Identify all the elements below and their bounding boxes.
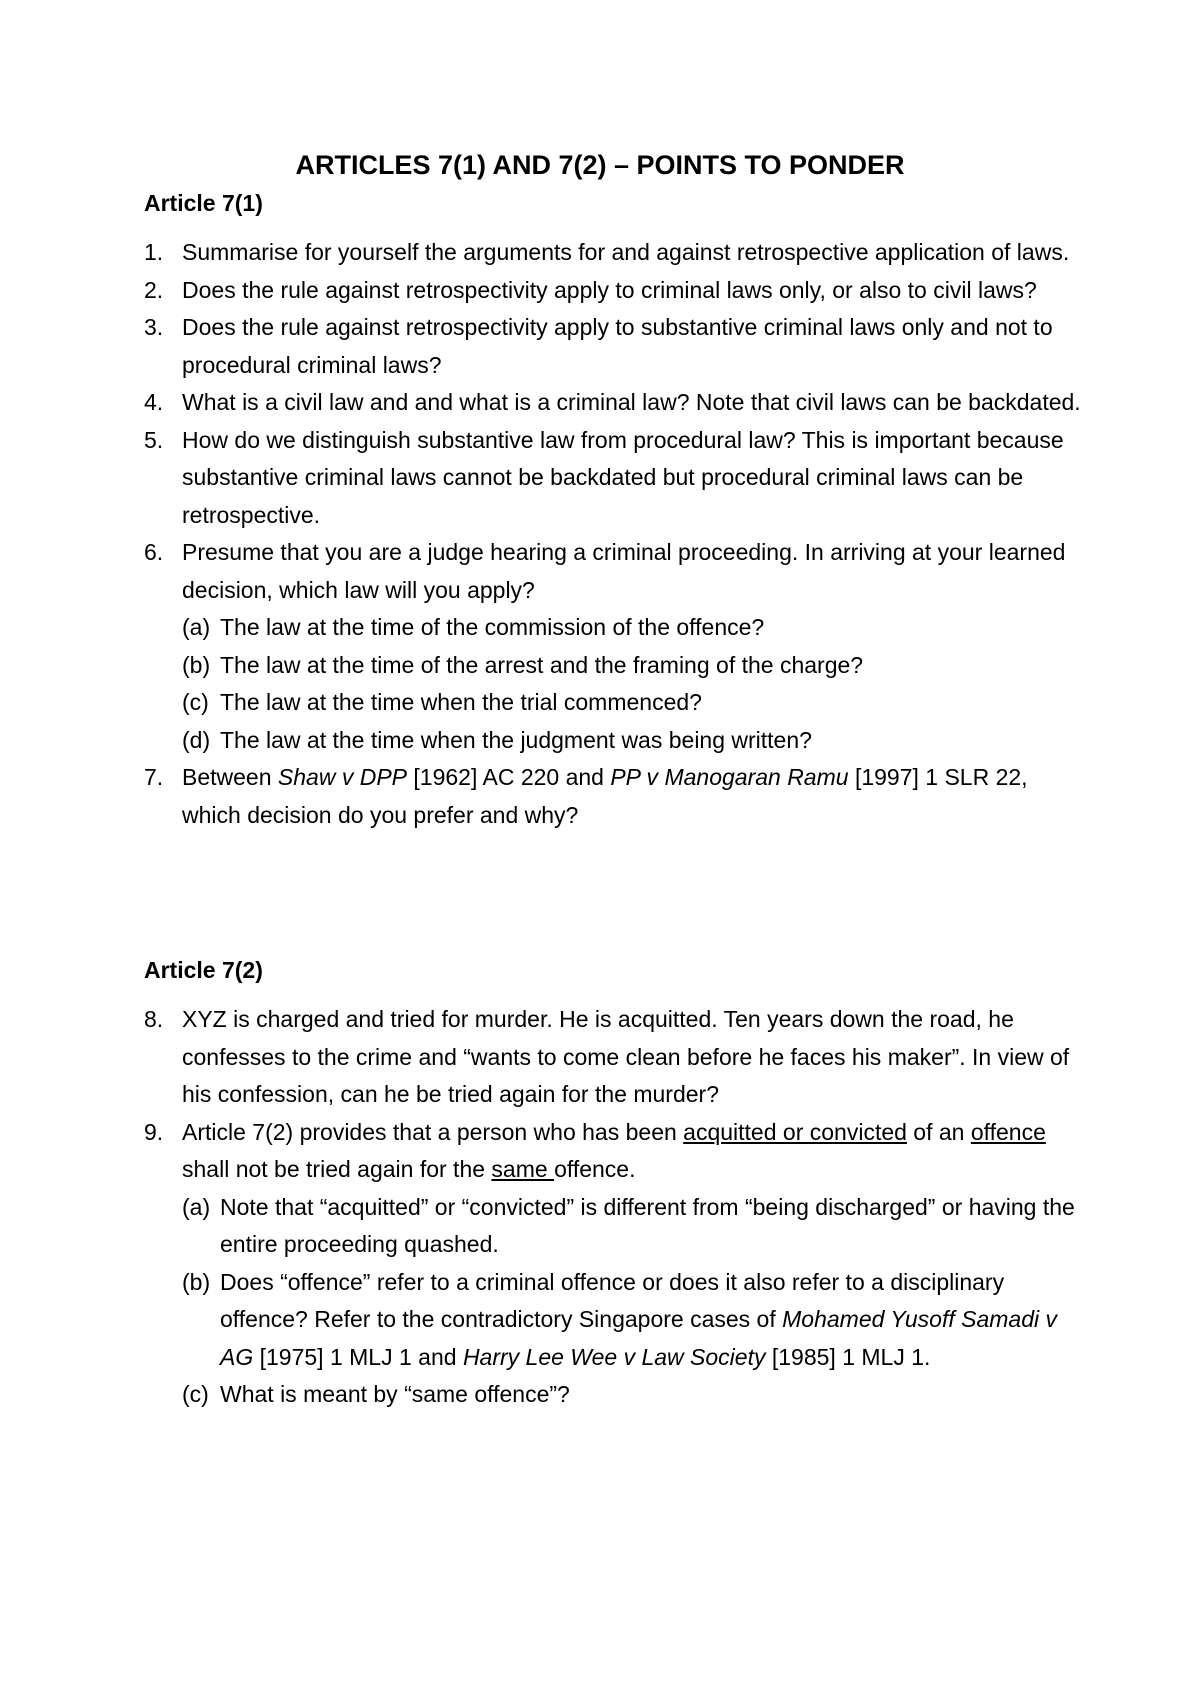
list-item bbox=[144, 234, 1084, 272]
item-text: How do we distinguish substantive law from procedural law? This is important because substantive criminal laws cannot be backdated but procedural criminal laws can be retrospective. bbox=[182, 426, 1064, 528]
sub-item-label: (b) bbox=[182, 1268, 211, 1295]
item-number: 2. bbox=[144, 276, 164, 303]
list-item bbox=[144, 1001, 1084, 1114]
underlined-term: offence bbox=[970, 1118, 1046, 1145]
underlined-term: acquitted or convicted bbox=[683, 1118, 907, 1145]
item-text: Does the rule against retrospectivity apply to substantive criminal laws only and not to procedural criminal laws? bbox=[182, 314, 1053, 378]
sub-item bbox=[182, 609, 1084, 647]
question-list-article-7-1 bbox=[144, 234, 1084, 834]
item-number: 7. bbox=[144, 764, 164, 790]
sub-item-text: The law at the time when the judgment was being written? bbox=[220, 726, 812, 753]
sub-item-label: (a) bbox=[182, 614, 211, 640]
case-citation: Mohamed Yusoff Samadi v AG bbox=[220, 1306, 1058, 1370]
item-text: XYZ is charged and tried for murder. He is acquitted. Ten years down the road, he confesses to the crime and “wants to come clean before he faces his maker”. In view of his confession, can he be tried again for the murder? bbox=[182, 1006, 1070, 1107]
sub-item bbox=[182, 1189, 1084, 1264]
list-item bbox=[144, 422, 1084, 535]
sub-item-label: (c) bbox=[182, 689, 209, 715]
item-text: Summarise for yourself the arguments for and against retrospective application of laws. bbox=[182, 239, 1070, 265]
item-number: 4. bbox=[144, 389, 164, 415]
sub-item-text: The law at the time of the arrest and the framing of the charge? bbox=[220, 651, 864, 678]
case-citation: PP v Manogaran Ramu bbox=[610, 764, 849, 790]
list-item bbox=[144, 759, 1084, 834]
sub-item-label: (d) bbox=[182, 726, 211, 753]
sub-item bbox=[182, 722, 1084, 760]
item-number: 1. bbox=[144, 239, 164, 265]
item-text-part: Article 7(2) provides that a person who has been bbox=[182, 1118, 684, 1145]
sub-item-text: Note that “acquitted” or “convicted” is different from “being discharged” or having the entire proceeding quashed. bbox=[220, 1193, 1075, 1257]
list-item bbox=[144, 272, 1084, 310]
item-text-part: [1962] AC 220 and bbox=[407, 764, 611, 790]
item-text-part: [1997] 1 SLR 22, which decision do you prefer and why? bbox=[182, 764, 1028, 828]
page-title: ARTICLES 7(1) AND 7(2) – POINTS TO PONDER bbox=[295, 150, 905, 180]
sub-item-text: What is meant by “same offence”? bbox=[220, 1381, 570, 1407]
section-heading-article-7-1: Article 7(1) bbox=[144, 190, 263, 216]
list-item bbox=[144, 1114, 1084, 1414]
list-item bbox=[144, 534, 1084, 759]
sub-item-text: The law at the time when the trial commenced? bbox=[220, 689, 702, 715]
sub-item-text-part: [1985] 1 MLJ 1. bbox=[765, 1343, 931, 1370]
sub-item bbox=[182, 647, 1084, 685]
item-text-part: offence. bbox=[554, 1156, 636, 1182]
sub-item-text-part: Does “offence” refer to a criminal offence or does it also refer to a disciplinary offence? Refer to the contradictory Singapore cases of bbox=[220, 1268, 1005, 1332]
list-item bbox=[144, 384, 1084, 422]
item-text-part: of an bbox=[906, 1118, 971, 1145]
question-list-article-7-2 bbox=[144, 1001, 1084, 1414]
item-number: 5. bbox=[144, 426, 164, 453]
sub-item-label: (a) bbox=[182, 1193, 211, 1220]
case-citation: Shaw v DPP bbox=[277, 764, 408, 790]
item-text: Does the rule against retrospectivity apply to criminal laws only, or also to civil laws? bbox=[182, 276, 1037, 303]
sub-item bbox=[182, 1376, 1084, 1414]
sub-item bbox=[182, 1264, 1084, 1377]
item-text: What is a civil law and and what is a criminal law? Note that civil laws can be backdated. bbox=[182, 389, 1081, 415]
sub-item-text: The law at the time of the commission of the offence? bbox=[220, 614, 765, 640]
item-text: Presume that you are a judge hearing a criminal proceeding. In arriving at your learned decision, which law will you apply? bbox=[182, 539, 1066, 603]
item-text-part: shall not be tried again for the bbox=[182, 1156, 492, 1182]
underlined-term: same bbox=[491, 1156, 555, 1182]
item-number: 9. bbox=[144, 1118, 164, 1145]
list-item bbox=[144, 309, 1084, 384]
item-number: 8. bbox=[144, 1006, 164, 1032]
sub-item-label: (c) bbox=[182, 1381, 209, 1407]
section-heading-article-7-2: Article 7(2) bbox=[144, 957, 263, 983]
item-text-part: Between bbox=[182, 764, 278, 790]
item-number: 3. bbox=[144, 314, 164, 340]
item-number: 6. bbox=[144, 539, 164, 565]
sub-item-text-part: [1975] 1 MLJ 1 and bbox=[253, 1343, 463, 1370]
sub-item-label: (b) bbox=[182, 651, 211, 678]
sub-item bbox=[182, 684, 1084, 722]
case-citation: Harry Lee Wee v Law Society bbox=[462, 1343, 766, 1370]
